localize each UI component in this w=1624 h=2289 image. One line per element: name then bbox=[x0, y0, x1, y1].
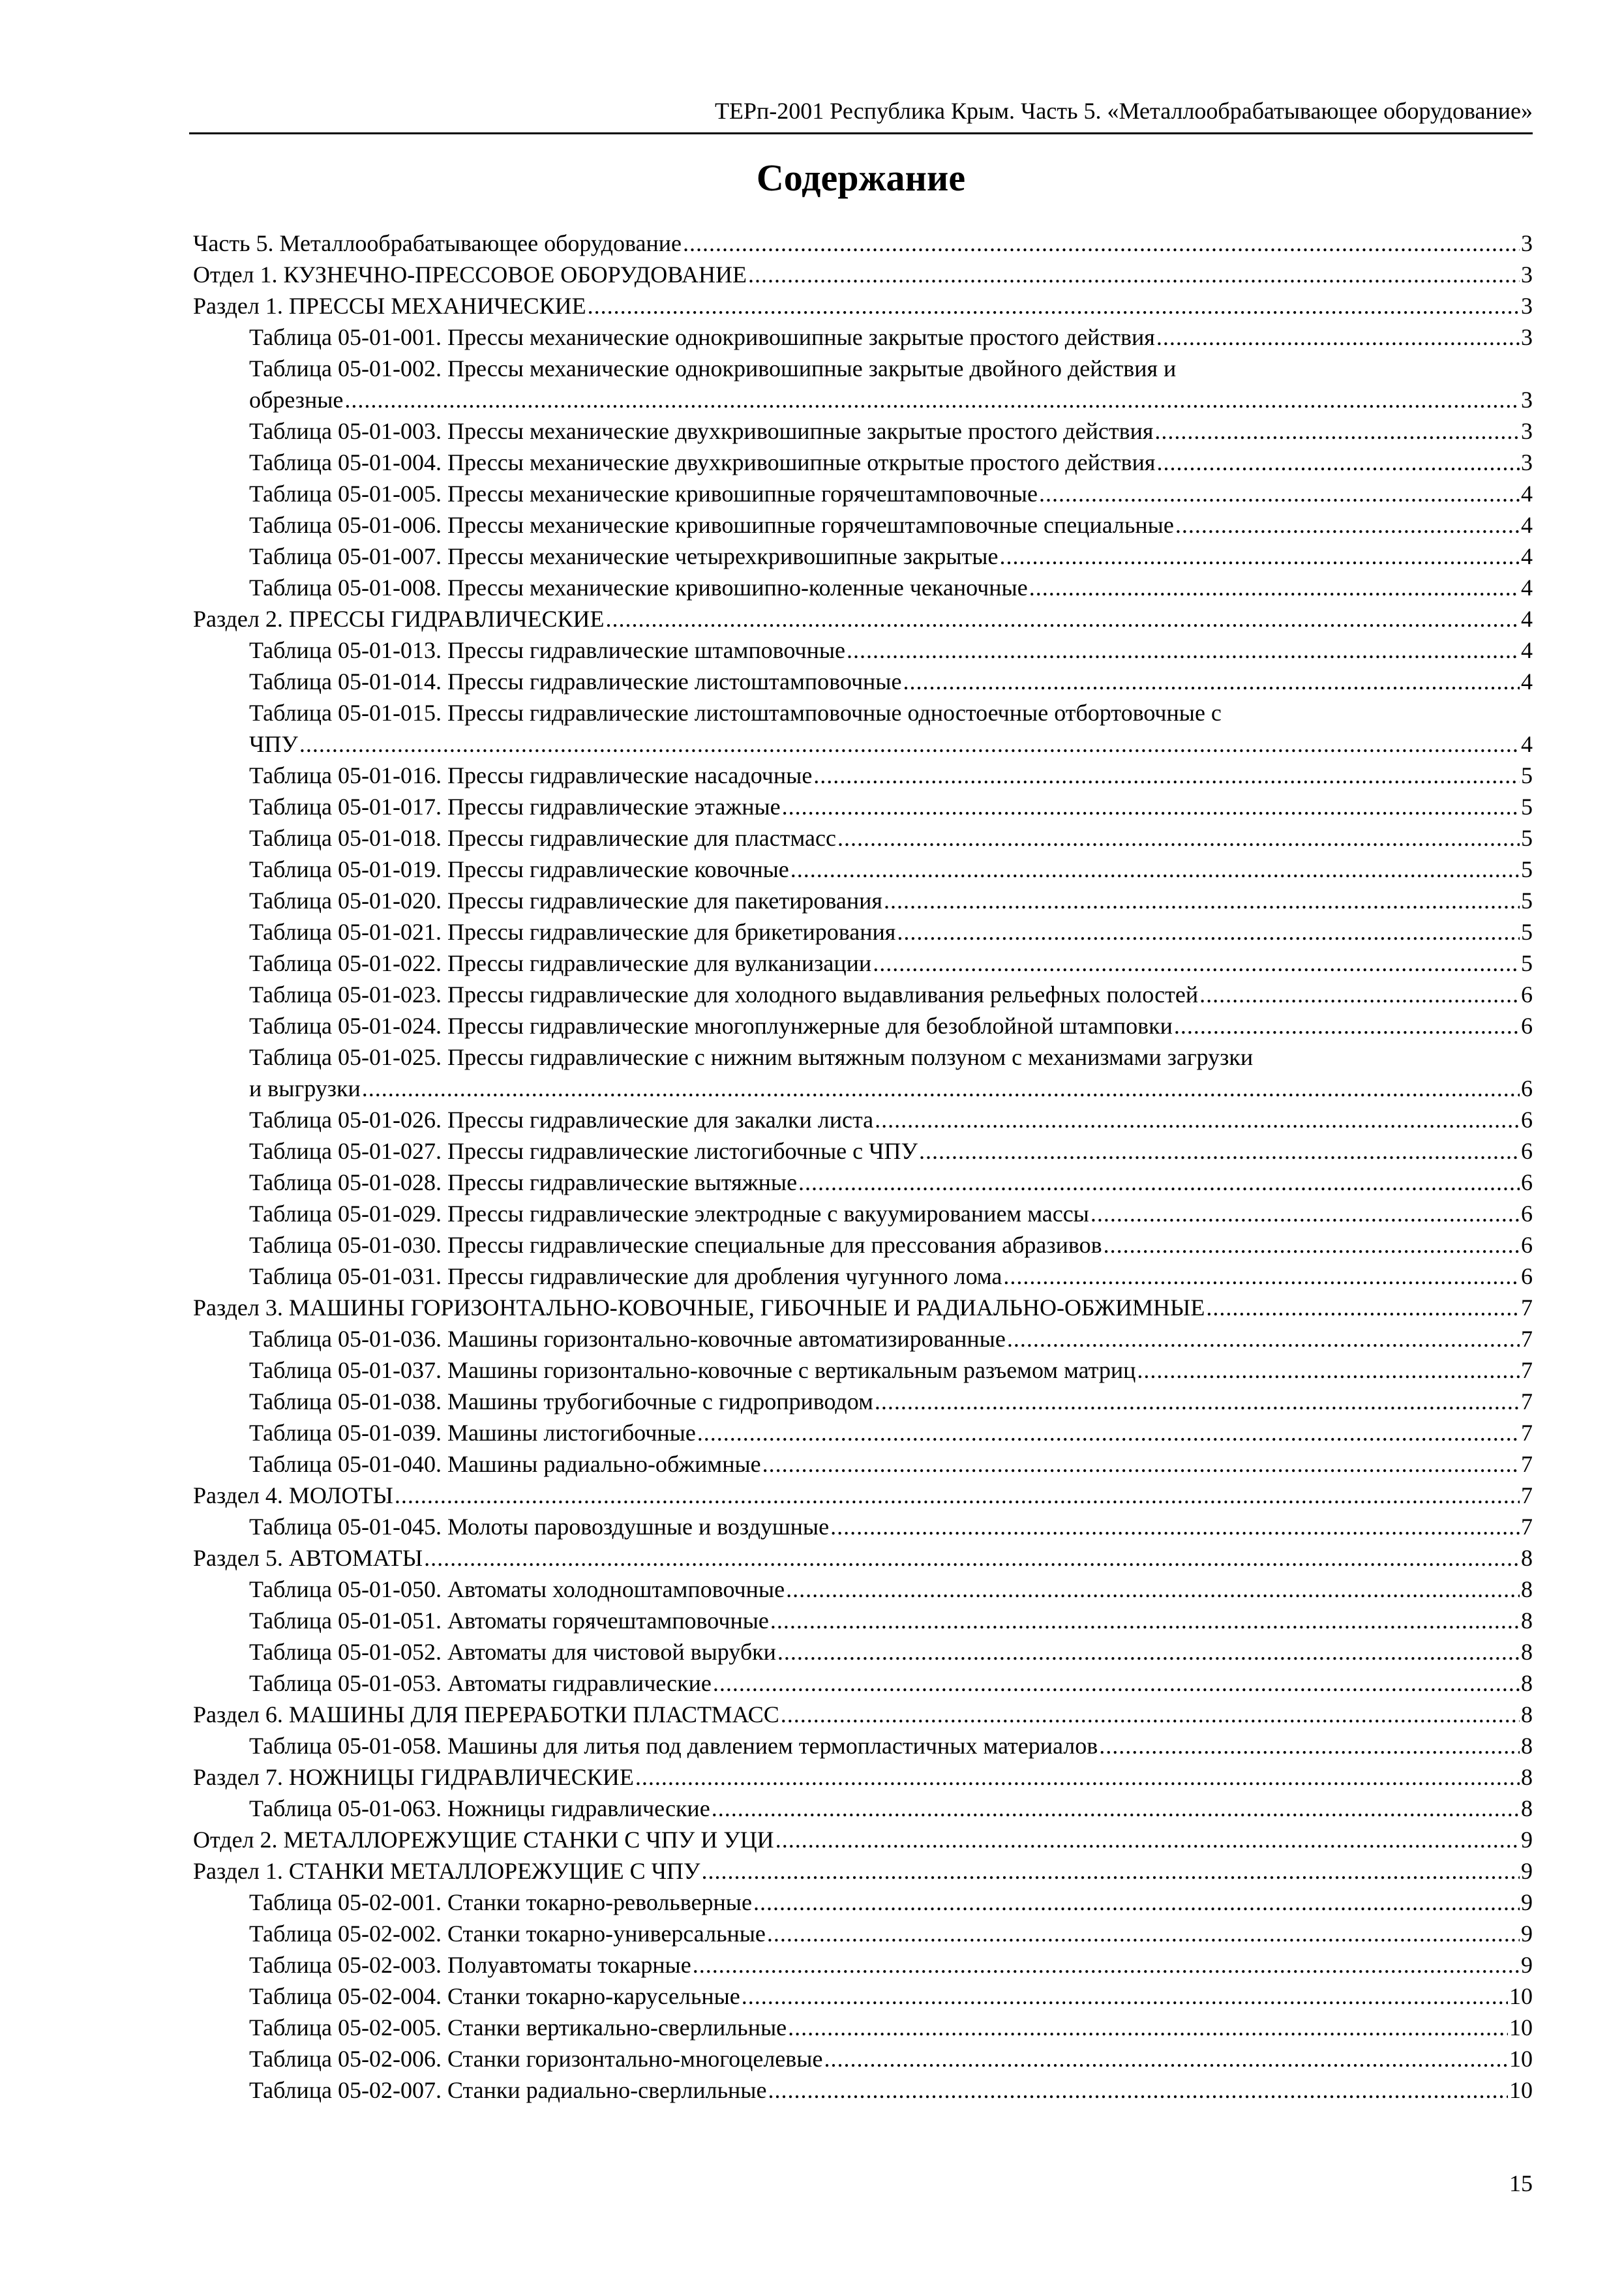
toc-page-number: 6 bbox=[1521, 1075, 1533, 1101]
dot-leader bbox=[767, 1918, 1520, 1949]
toc-page-number: 5 bbox=[1521, 762, 1533, 788]
toc-table-entry[interactable] bbox=[193, 1135, 1533, 1167]
toc-entry-text: Таблица 05-01-028. Прессы гидравлические вытяжные bbox=[249, 1169, 798, 1195]
dot-leader bbox=[742, 1981, 1508, 2012]
toc-page-number: 7 bbox=[1521, 1357, 1533, 1383]
toc-page-number: 7 bbox=[1521, 1514, 1533, 1540]
toc-page-number: 4 bbox=[1521, 606, 1533, 632]
toc-entry-text: Раздел 4. МОЛОТЫ bbox=[193, 1482, 393, 1508]
toc-page-number: 3 bbox=[1521, 230, 1533, 256]
toc-entry-text: Таблица 05-01-053. Автоматы гидравлические bbox=[249, 1670, 712, 1696]
toc-page-number: 5 bbox=[1521, 856, 1533, 882]
toc-entry-text: Таблица 05-01-030. Прессы гидравлические специальные для прессования абразивов bbox=[249, 1232, 1102, 1258]
dot-leader bbox=[748, 259, 1520, 290]
toc-table-entry[interactable] bbox=[193, 2074, 1533, 2106]
toc-page-number: 9 bbox=[1521, 1921, 1533, 1947]
toc-entry-text: Таблица 05-01-007. Прессы механические четырехкривошипные закрытые bbox=[249, 543, 999, 569]
toc-entry-text: Часть 5. Металлообрабатывающее оборудование bbox=[193, 230, 682, 256]
toc-page-number: 10 bbox=[1509, 1983, 1533, 2009]
toc-entry-continuation bbox=[249, 384, 1533, 415]
toc-page-number: 7 bbox=[1521, 1420, 1533, 1446]
toc-page-number: 6 bbox=[1521, 1107, 1533, 1133]
toc-entry-text: Таблица 05-01-018. Прессы гидравлические для пластмасс bbox=[249, 825, 836, 851]
toc-entry-text: Раздел 3. МАШИНЫ ГОРИЗОНТАЛЬНО-КОВОЧНЫЕ, ГИБОЧНЫЕ И РАДИАЛЬНО-ОБЖИМНЫЕ bbox=[193, 1294, 1205, 1321]
toc-entry-text: Таблица 05-01-006. Прессы механические кривошипные горячештамповочные специальные bbox=[249, 512, 1174, 538]
toc-entry-text: Отдел 2. МЕТАЛЛОРЕЖУЩИЕ СТАНКИ С ЧПУ И УЦИ bbox=[193, 1827, 774, 1853]
toc-entry-text-cont: ЧПУ bbox=[249, 731, 298, 757]
toc-page-number: 6 bbox=[1521, 1263, 1533, 1289]
toc-page-number: 9 bbox=[1521, 1827, 1533, 1853]
toc-page-number: 7 bbox=[1521, 1482, 1533, 1508]
toc-entry-continuation bbox=[249, 728, 1533, 760]
toc-section-entry[interactable] bbox=[193, 603, 1533, 635]
dot-leader bbox=[344, 384, 1520, 415]
toc-entry-text: Таблица 05-01-023. Прессы гидравлические для холодного выдавливания рельефных полостей bbox=[249, 981, 1199, 1008]
toc-entry-text: Таблица 05-01-015. Прессы гидравлические листоштамповочные одностоечные отбортовочные с bbox=[249, 700, 1222, 726]
toc-table-entry[interactable] bbox=[193, 979, 1533, 1010]
toc-table-entry[interactable] bbox=[193, 1104, 1533, 1135]
dot-leader bbox=[753, 1887, 1520, 1918]
toc-section-entry[interactable] bbox=[193, 1292, 1533, 1323]
toc-entry-text: Раздел 1. СТАНКИ МЕТАЛЛОРЕЖУЩИЕ С ЧПУ bbox=[193, 1858, 700, 1884]
toc-entry-text: Таблица 05-01-029. Прессы гидравлические электродные с вакуумированием массы bbox=[249, 1201, 1089, 1227]
dot-leader bbox=[606, 603, 1520, 635]
page-number: 15 bbox=[1509, 2170, 1533, 2196]
toc-page-number: 4 bbox=[1521, 668, 1533, 695]
toc-page-number: 8 bbox=[1521, 1795, 1533, 1821]
dot-leader bbox=[813, 760, 1520, 791]
toc-page-number: 7 bbox=[1521, 1294, 1533, 1321]
toc-entry-text: Таблица 05-01-039. Машины листогибочные bbox=[249, 1420, 696, 1446]
toc-page-number: 5 bbox=[1521, 794, 1533, 820]
toc-page-number: 6 bbox=[1521, 1013, 1533, 1039]
toc-table-entry[interactable] bbox=[193, 1511, 1533, 1542]
dot-leader bbox=[884, 885, 1520, 916]
toc-table-entry[interactable] bbox=[193, 353, 1533, 415]
toc-table-entry[interactable] bbox=[193, 1730, 1533, 1761]
toc-section-entry[interactable] bbox=[193, 228, 1533, 259]
toc-entry-text: Раздел 2. ПРЕССЫ ГИДРАВЛИЧЕСКИЕ bbox=[193, 606, 605, 632]
toc-page-number: 6 bbox=[1521, 1201, 1533, 1227]
toc-entry-text: Раздел 1. ПРЕССЫ МЕХАНИЧЕСКИЕ bbox=[193, 293, 586, 319]
toc-entry-text: Таблица 05-02-003. Полуавтоматы токарные bbox=[249, 1952, 691, 1978]
dot-leader bbox=[875, 1386, 1520, 1417]
toc-page-number: 8 bbox=[1521, 1639, 1533, 1665]
dot-leader bbox=[1199, 979, 1520, 1010]
toc-table-entry[interactable] bbox=[193, 1354, 1533, 1386]
dot-leader bbox=[999, 541, 1520, 572]
dot-leader bbox=[424, 1542, 1520, 1574]
toc-page-number: 6 bbox=[1521, 981, 1533, 1008]
dot-leader bbox=[683, 228, 1520, 259]
toc-entry-text: Раздел 6. МАШИНЫ ДЛЯ ПЕРЕРАБОТКИ ПЛАСТМАСС bbox=[193, 1701, 779, 1728]
dot-leader bbox=[782, 791, 1520, 822]
toc-entry-text: Таблица 05-01-002. Прессы механические однокривошипные закрытые двойного действия и bbox=[249, 355, 1177, 382]
table-of-contents bbox=[193, 228, 1533, 2106]
toc-table-entry[interactable] bbox=[193, 447, 1533, 478]
toc-entry-text-cont: и выгрузки bbox=[249, 1075, 361, 1101]
dot-leader bbox=[1039, 478, 1520, 509]
dot-leader bbox=[830, 1511, 1520, 1542]
toc-table-entry[interactable] bbox=[193, 666, 1533, 697]
toc-table-entry[interactable] bbox=[193, 478, 1533, 509]
dot-leader bbox=[875, 1104, 1520, 1135]
dot-leader bbox=[1029, 572, 1520, 603]
toc-section-entry[interactable] bbox=[193, 1480, 1533, 1511]
toc-entry-text: Таблица 05-01-025. Прессы гидравлические с нижним вытяжным ползуном с механизмами загрузки bbox=[249, 1044, 1254, 1070]
dot-leader bbox=[903, 666, 1520, 697]
toc-page-number: 6 bbox=[1521, 1232, 1533, 1258]
toc-table-entry[interactable] bbox=[193, 322, 1533, 353]
toc-page-number: 9 bbox=[1521, 1952, 1533, 1978]
toc-page-number: 7 bbox=[1521, 1326, 1533, 1352]
toc-page-number: 10 bbox=[1509, 2046, 1533, 2072]
dot-leader bbox=[781, 1699, 1520, 1730]
toc-table-entry[interactable] bbox=[193, 1229, 1533, 1261]
dot-leader bbox=[1174, 1010, 1520, 1041]
toc-entry-text: Таблица 05-01-052. Автоматы для чистовой вырубки bbox=[249, 1639, 776, 1665]
toc-entry-text: Таблица 05-01-026. Прессы гидравлические для закалки листа bbox=[249, 1107, 874, 1133]
toc-entry-text: Таблица 05-01-022. Прессы гидравлические для вулканизации bbox=[249, 950, 872, 976]
toc-entry-continuation bbox=[249, 1073, 1533, 1104]
toc-page-number: 3 bbox=[1521, 324, 1533, 350]
toc-table-entry[interactable] bbox=[193, 916, 1533, 948]
toc-page-number: 9 bbox=[1521, 1858, 1533, 1884]
toc-entry-text: Таблица 05-01-019. Прессы гидравлические ковочные bbox=[249, 856, 789, 882]
toc-table-entry[interactable] bbox=[193, 415, 1533, 447]
toc-section-entry[interactable] bbox=[193, 1542, 1533, 1574]
dot-leader bbox=[798, 1167, 1520, 1198]
toc-page-number: 6 bbox=[1521, 1169, 1533, 1195]
toc-page-number: 7 bbox=[1521, 1451, 1533, 1477]
toc-table-entry[interactable] bbox=[193, 509, 1533, 541]
toc-table-entry[interactable] bbox=[193, 1167, 1533, 1198]
toc-entry-text: Таблица 05-01-038. Машины трубогибочные с гидроприводом bbox=[249, 1388, 873, 1414]
dot-leader bbox=[1099, 1730, 1520, 1761]
toc-entry-text: Таблица 05-01-003. Прессы механические двухкривошипные закрытые простого действия bbox=[249, 418, 1154, 444]
toc-entry-text: Таблица 05-02-001. Станки токарно-револьверные bbox=[249, 1889, 752, 1915]
toc-table-entry[interactable] bbox=[193, 697, 1533, 760]
toc-page-number: 8 bbox=[1521, 1670, 1533, 1696]
dot-leader bbox=[693, 1949, 1520, 1981]
toc-table-entry[interactable] bbox=[193, 1605, 1533, 1636]
toc-page-number: 5 bbox=[1521, 919, 1533, 945]
toc-page-number: 8 bbox=[1521, 1701, 1533, 1728]
toc-table-entry[interactable] bbox=[193, 2043, 1533, 2074]
toc-entry-text: Таблица 05-01-021. Прессы гидравлические для брикетирования bbox=[249, 919, 896, 945]
toc-page-number: 3 bbox=[1521, 449, 1533, 475]
toc-page-number: 10 bbox=[1509, 2077, 1533, 2103]
toc-entry-text: Таблица 05-01-045. Молоты паровоздушные и воздушные bbox=[249, 1514, 830, 1540]
toc-table-entry[interactable] bbox=[193, 948, 1533, 979]
toc-table-entry[interactable] bbox=[193, 854, 1533, 885]
toc-page-number: 4 bbox=[1521, 543, 1533, 569]
toc-page-number: 8 bbox=[1521, 1733, 1533, 1759]
toc-table-entry[interactable] bbox=[193, 2012, 1533, 2043]
running-header: ТЕРп-2001 Республика Крым. Часть 5. «Металлообрабатывающее оборудование» bbox=[189, 98, 1533, 134]
toc-entry-text: Таблица 05-02-006. Станки горизонтально-многоцелевые bbox=[249, 2046, 823, 2072]
toc-table-entry[interactable] bbox=[193, 760, 1533, 791]
toc-table-entry[interactable] bbox=[193, 541, 1533, 572]
dot-leader bbox=[1156, 447, 1520, 478]
toc-page-number: 4 bbox=[1521, 575, 1533, 601]
toc-page-number: 5 bbox=[1521, 825, 1533, 851]
toc-table-entry[interactable] bbox=[193, 1010, 1533, 1041]
dot-leader bbox=[919, 1135, 1520, 1167]
toc-table-entry[interactable] bbox=[193, 1793, 1533, 1824]
toc-page-number: 3 bbox=[1521, 387, 1533, 413]
toc-entry-text: Таблица 05-01-040. Машины радиально-обжимные bbox=[249, 1451, 761, 1477]
dot-leader bbox=[362, 1073, 1520, 1104]
toc-table-entry[interactable] bbox=[193, 1887, 1533, 1918]
toc-table-entry[interactable] bbox=[193, 1668, 1533, 1699]
dot-leader bbox=[762, 1448, 1520, 1480]
toc-page-number: 8 bbox=[1521, 1576, 1533, 1602]
toc-table-entry[interactable] bbox=[193, 885, 1533, 916]
toc-entry-text: Таблица 05-01-004. Прессы механические двухкривошипные открытые простого действия bbox=[249, 449, 1156, 475]
toc-table-entry[interactable] bbox=[193, 1261, 1533, 1292]
toc-page-number: 10 bbox=[1509, 2014, 1533, 2041]
toc-section-entry[interactable] bbox=[193, 290, 1533, 322]
toc-section-entry[interactable] bbox=[193, 1699, 1533, 1730]
dot-leader bbox=[847, 635, 1520, 666]
toc-page-number: 6 bbox=[1521, 1138, 1533, 1164]
toc-entry-text: Таблица 05-02-005. Станки вертикально-сверлильные bbox=[249, 2014, 787, 2041]
toc-section-entry[interactable] bbox=[193, 1824, 1533, 1855]
dot-leader bbox=[1007, 1323, 1520, 1354]
dot-leader bbox=[1137, 1354, 1520, 1386]
toc-page-number: 8 bbox=[1521, 1764, 1533, 1790]
toc-table-entry[interactable] bbox=[193, 1417, 1533, 1448]
dot-leader bbox=[873, 948, 1520, 979]
dot-leader bbox=[1175, 509, 1520, 541]
toc-entry-text: Таблица 05-01-017. Прессы гидравлические этажные bbox=[249, 794, 781, 820]
dot-leader bbox=[1156, 322, 1520, 353]
toc-table-entry[interactable] bbox=[193, 791, 1533, 822]
toc-entry-text: Таблица 05-01-058. Машины для литья под давлением термопластичных материалов bbox=[249, 1733, 1098, 1759]
dot-leader bbox=[1206, 1292, 1520, 1323]
toc-entry-text: Таблица 05-01-020. Прессы гидравлические для пакетирования bbox=[249, 888, 882, 914]
toc-entry-text: Таблица 05-01-027. Прессы гидравлические листогибочные с ЧПУ bbox=[249, 1138, 918, 1164]
toc-page-number: 8 bbox=[1521, 1545, 1533, 1571]
toc-page-number: 4 bbox=[1521, 512, 1533, 538]
toc-entry-text: Таблица 05-01-001. Прессы механические однокривошипные закрытые простого действия bbox=[249, 324, 1155, 350]
toc-entry-text: Таблица 05-01-051. Автоматы горячештамповочные bbox=[249, 1608, 769, 1634]
toc-entry-text: Таблица 05-01-014. Прессы гидравлические листоштамповочные bbox=[249, 668, 902, 695]
toc-entry-text: Таблица 05-02-007. Станки радиально-сверлильные bbox=[249, 2077, 767, 2103]
dot-leader bbox=[790, 854, 1520, 885]
toc-entry-text: Таблица 05-01-013. Прессы гидравлические штамповочные bbox=[249, 637, 846, 663]
toc-section-entry[interactable] bbox=[193, 1761, 1533, 1793]
toc-table-entry[interactable] bbox=[193, 822, 1533, 854]
toc-page-number: 8 bbox=[1521, 1608, 1533, 1634]
toc-table-entry[interactable] bbox=[193, 572, 1533, 603]
dot-leader bbox=[1003, 1261, 1520, 1292]
dot-leader bbox=[768, 2074, 1508, 2106]
dot-leader bbox=[1104, 1229, 1520, 1261]
toc-entry-text: Таблица 05-01-063. Ножницы гидравлические bbox=[249, 1795, 710, 1821]
toc-page-number: 4 bbox=[1521, 637, 1533, 663]
toc-table-entry[interactable] bbox=[193, 1386, 1533, 1417]
toc-table-entry[interactable] bbox=[193, 1041, 1533, 1104]
dot-leader bbox=[395, 1480, 1520, 1511]
dot-leader bbox=[786, 1574, 1520, 1605]
toc-page-number: 5 bbox=[1521, 888, 1533, 914]
toc-page-number: 3 bbox=[1521, 418, 1533, 444]
toc-page-number: 7 bbox=[1521, 1388, 1533, 1414]
toc-entry-text: Раздел 7. НОЖНИЦЫ ГИДРАВЛИЧЕСКИЕ bbox=[193, 1764, 634, 1790]
toc-entry-text: Таблица 05-01-036. Машины горизонтально-ковочные автоматизированные bbox=[249, 1326, 1006, 1352]
toc-table-entry[interactable] bbox=[193, 1448, 1533, 1480]
toc-page-number: 3 bbox=[1521, 262, 1533, 288]
dot-leader bbox=[713, 1668, 1520, 1699]
dot-leader bbox=[777, 1636, 1520, 1668]
dot-leader bbox=[299, 728, 1520, 760]
toc-entry-text: Таблица 05-02-004. Станки токарно-карусельные bbox=[249, 1983, 740, 2009]
toc-entry-text: Таблица 05-01-037. Машины горизонтально-ковочные с вертикальным разъемом матриц bbox=[249, 1357, 1136, 1383]
toc-entry-text: Отдел 1. КУЗНЕЧНО-ПРЕССОВОЕ ОБОРУДОВАНИЕ bbox=[193, 262, 747, 288]
toc-table-entry[interactable] bbox=[193, 1981, 1533, 2012]
toc-page-number: 9 bbox=[1521, 1889, 1533, 1915]
toc-table-entry[interactable] bbox=[193, 1198, 1533, 1229]
dot-leader bbox=[837, 822, 1520, 854]
dot-leader bbox=[788, 2012, 1508, 2043]
toc-table-entry[interactable] bbox=[193, 1323, 1533, 1354]
toc-page-number: 4 bbox=[1521, 481, 1533, 507]
toc-entry-text: Таблица 05-01-031. Прессы гидравлические для дробления чугунного лома bbox=[249, 1263, 1002, 1289]
dot-leader bbox=[635, 1761, 1520, 1793]
toc-entry-text: Таблица 05-02-002. Станки токарно-универсальные bbox=[249, 1921, 766, 1947]
toc-entry-text: Таблица 05-01-005. Прессы механические кривошипные горячештамповочные bbox=[249, 481, 1038, 507]
toc-entry-text: Таблица 05-01-050. Автоматы холодноштамповочные bbox=[249, 1576, 785, 1602]
toc-table-entry[interactable] bbox=[193, 1636, 1533, 1668]
toc-page-number: 4 bbox=[1521, 731, 1533, 757]
dot-leader bbox=[697, 1417, 1520, 1448]
toc-page-number: 3 bbox=[1521, 293, 1533, 319]
toc-table-entry[interactable] bbox=[193, 1574, 1533, 1605]
toc-entry-text: Таблица 05-01-016. Прессы гидравлические насадочные bbox=[249, 762, 813, 788]
toc-entry-text: Таблица 05-01-008. Прессы механические кривошипно-коленные чеканочные bbox=[249, 575, 1028, 601]
toc-section-entry[interactable] bbox=[193, 259, 1533, 290]
dot-leader bbox=[770, 1605, 1520, 1636]
dot-leader bbox=[897, 916, 1520, 948]
dot-leader bbox=[1090, 1198, 1520, 1229]
dot-leader bbox=[1154, 415, 1520, 447]
toc-table-entry[interactable] bbox=[193, 1949, 1533, 1981]
toc-page-number: 5 bbox=[1521, 950, 1533, 976]
dot-leader bbox=[824, 2043, 1508, 2074]
toc-table-entry[interactable] bbox=[193, 635, 1533, 666]
dot-leader bbox=[712, 1793, 1520, 1824]
toc-table-entry[interactable] bbox=[193, 1918, 1533, 1949]
dot-leader bbox=[588, 290, 1520, 322]
toc-entry-text-cont: обрезные bbox=[249, 387, 344, 413]
dot-leader bbox=[775, 1824, 1520, 1855]
dot-leader bbox=[702, 1855, 1520, 1887]
page-title: Содержание bbox=[756, 157, 966, 199]
toc-section-entry[interactable] bbox=[193, 1855, 1533, 1887]
toc-entry-text: Раздел 5. АВТОМАТЫ bbox=[193, 1545, 423, 1571]
toc-entry-text: Таблица 05-01-024. Прессы гидравлические многоплунжерные для безоблойной штамповки bbox=[249, 1013, 1173, 1039]
